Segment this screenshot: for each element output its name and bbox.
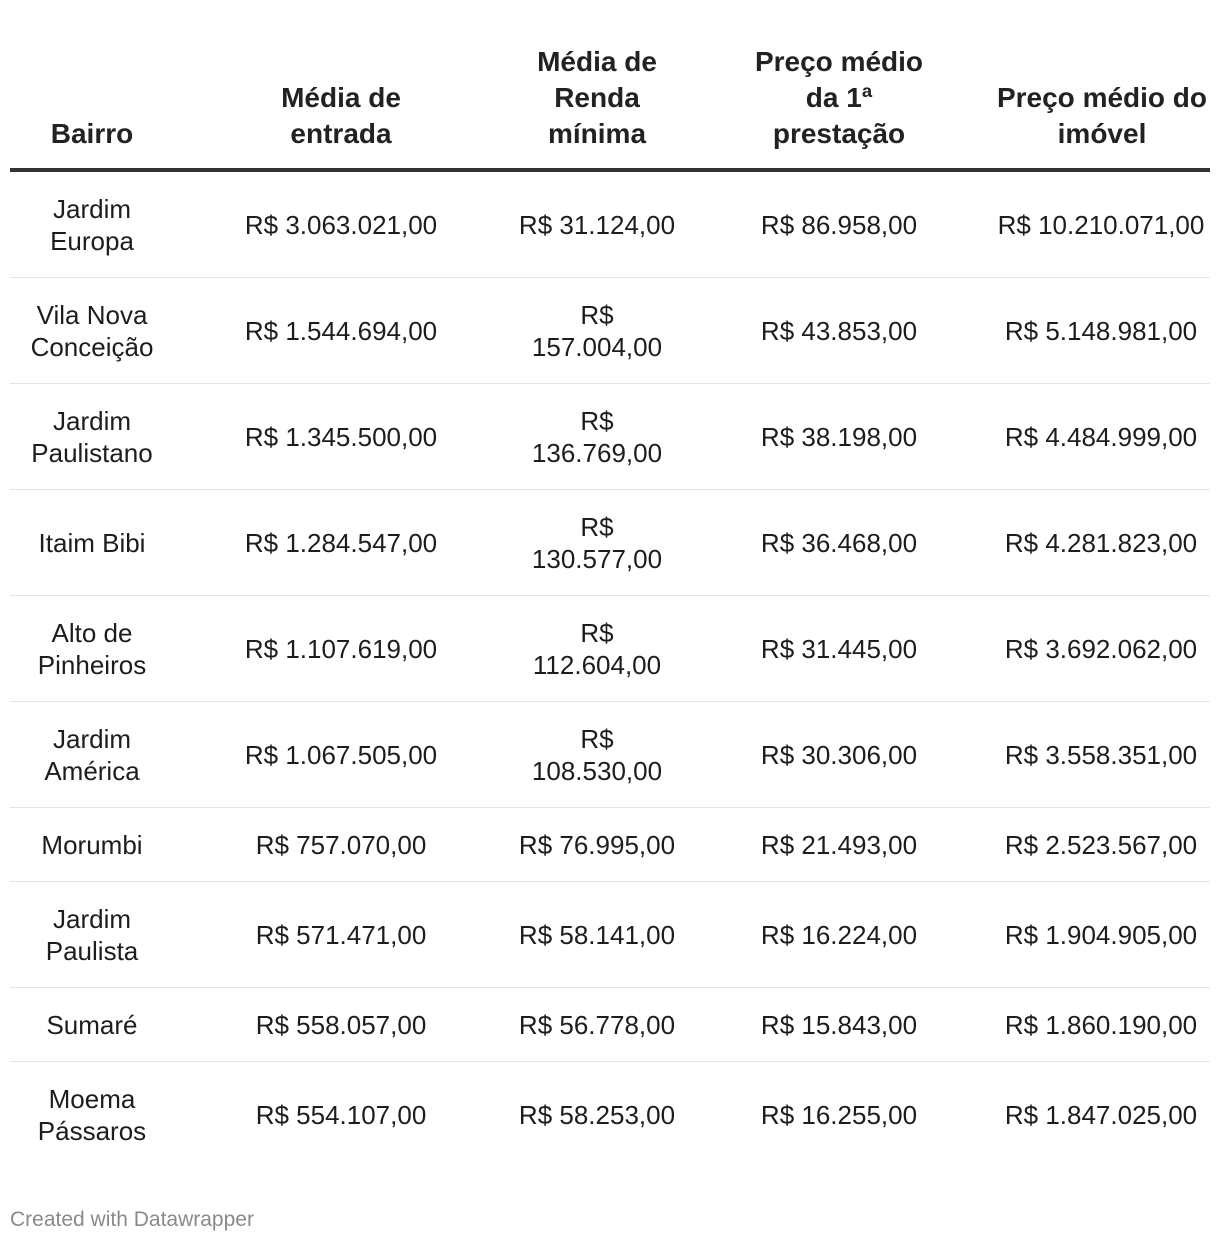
preco-imovel-cell: R$ 4.484.999,00	[992, 384, 1210, 490]
bairro-cell: Jardim América	[10, 702, 174, 808]
media-entrada-cell: R$ 554.107,00	[255, 1099, 427, 1130]
primeira-prestacao-cell: R$ 16.224,00	[686, 882, 992, 988]
media-entrada-cell: R$ 1.107.619,00	[174, 596, 508, 702]
media-entrada-cell: R$ 3.063.021,00	[174, 170, 508, 278]
preco-imovel-cell: R$ 1.860.190,00	[992, 988, 1210, 1062]
table-row	[10, 596, 1210, 702]
table-row	[10, 1062, 1210, 1168]
datawrapper-credit: Created with Datawrapper	[10, 1208, 254, 1231]
bairro-cell: Vila Nova Conceição	[10, 278, 174, 384]
renda-minima-cell: R$ 58.141,00	[508, 882, 686, 988]
column-header-media-entrada: Média de entrada	[174, 40, 508, 170]
renda-minima-cell: R$ 58.253,00	[518, 1099, 676, 1130]
media-entrada-cell: R$ 571.471,00	[174, 882, 508, 988]
bairro-cell: Morumbi	[10, 808, 174, 882]
table-row	[10, 490, 1210, 596]
primeira-prestacao-cell: R$ 86.958,00	[686, 170, 992, 278]
column-header-bairro: Bairro	[10, 40, 174, 170]
preco-imovel-cell: R$ 10.210.071,00	[992, 170, 1210, 278]
renda-minima-cell: R$ 130.577,00	[508, 490, 686, 596]
table-row	[10, 988, 1210, 1062]
data-table-container	[10, 40, 1210, 1167]
media-entrada-cell: R$ 757.070,00	[174, 808, 508, 882]
table-row	[10, 384, 1210, 490]
primeira-prestacao-cell: R$ 21.493,00	[686, 808, 992, 882]
preco-imovel-cell: R$ 4.281.823,00	[992, 490, 1210, 596]
media-entrada-cell: R$ 558.057,00	[174, 988, 508, 1062]
bairro-cell: Alto de Pinheiros	[10, 596, 174, 702]
table-body	[10, 170, 1210, 1167]
primeira-prestacao-cell: R$ 16.255,00	[760, 1099, 918, 1130]
bairro-cell: Itaim Bibi	[10, 490, 174, 596]
table-row	[10, 808, 1210, 882]
preco-imovel-cell: R$ 1.904.905,00	[992, 882, 1210, 988]
table-row	[10, 170, 1210, 278]
media-entrada-cell: R$ 1.284.547,00	[174, 490, 508, 596]
bairro-cell: Jardim Paulista	[10, 882, 174, 988]
primeira-prestacao-cell: R$ 30.306,00	[686, 702, 992, 808]
column-header-renda-minima: Média de Renda mínima	[508, 40, 686, 170]
media-entrada-cell: R$ 1.544.694,00	[174, 278, 508, 384]
primeira-prestacao-cell: R$ 43.853,00	[686, 278, 992, 384]
renda-minima-cell: R$ 157.004,00	[508, 278, 686, 384]
preco-imovel-cell: R$ 3.692.062,00	[992, 596, 1210, 702]
renda-minima-cell: R$ 76.995,00	[508, 808, 686, 882]
column-header-primeira-prestacao: Preço médio da 1ª prestação	[686, 40, 992, 170]
bairro-cell: Sumaré	[10, 988, 174, 1062]
table-header-row	[10, 40, 1210, 170]
bairro-cell: Jardim Paulistano	[10, 384, 174, 490]
renda-minima-cell: R$ 108.530,00	[508, 702, 686, 808]
column-header-preco-imovel: Preço médio do imóvel	[992, 40, 1210, 170]
renda-minima-cell: R$ 31.124,00	[508, 170, 686, 278]
preco-imovel-cell: R$ 1.847.025,00	[1004, 1099, 1198, 1130]
media-entrada-cell: R$ 1.067.505,00	[174, 702, 508, 808]
preco-imovel-cell: R$ 3.558.351,00	[992, 702, 1210, 808]
table-row	[10, 882, 1210, 988]
data-table	[10, 40, 1210, 1167]
renda-minima-cell: R$ 56.778,00	[508, 988, 686, 1062]
renda-minima-cell: R$ 136.769,00	[508, 384, 686, 490]
renda-minima-cell: R$ 112.604,00	[508, 596, 686, 702]
primeira-prestacao-cell: R$ 15.843,00	[686, 988, 992, 1062]
preco-imovel-cell: R$ 5.148.981,00	[992, 278, 1210, 384]
bairro-cell: Jardim Europa	[10, 170, 174, 278]
media-entrada-cell: R$ 1.345.500,00	[174, 384, 508, 490]
primeira-prestacao-cell: R$ 31.445,00	[686, 596, 992, 702]
table-row	[10, 702, 1210, 808]
primeira-prestacao-cell: R$ 36.468,00	[686, 490, 992, 596]
primeira-prestacao-cell: R$ 38.198,00	[686, 384, 992, 490]
preco-imovel-cell: R$ 2.523.567,00	[992, 808, 1210, 882]
bairro-cell: Moema Pássaros	[37, 1083, 147, 1146]
table-row	[10, 278, 1210, 384]
